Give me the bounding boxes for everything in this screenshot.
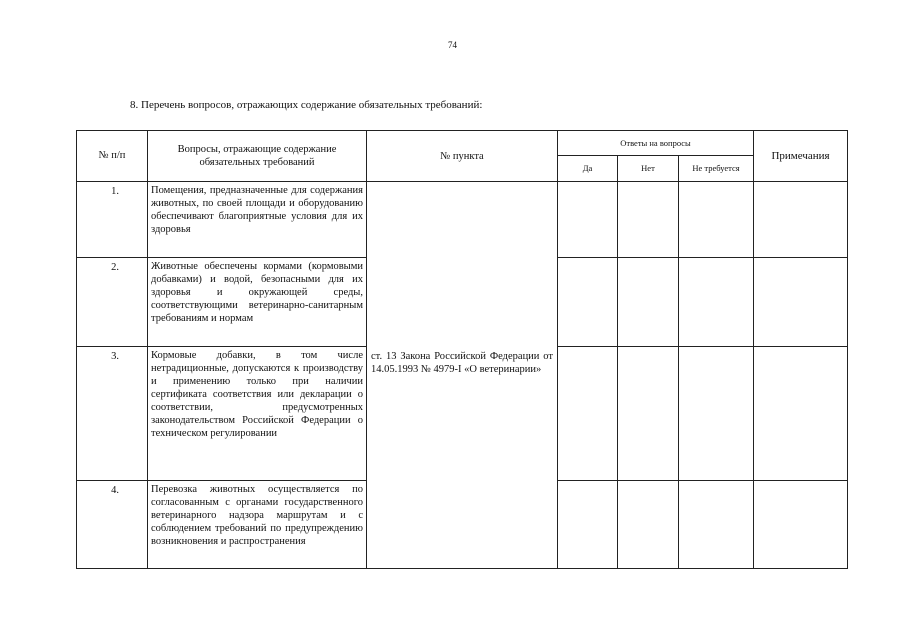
answer-no-cell[interactable]: [618, 347, 679, 481]
header-clause: № пункта: [367, 131, 558, 182]
header-yes: Да: [558, 156, 618, 182]
notes-cell[interactable]: [754, 481, 848, 569]
row-number: 3.: [77, 347, 148, 481]
answer-not-required-cell[interactable]: [679, 182, 754, 258]
header-row-1: [77, 131, 848, 156]
header-not-required: Не требуется: [679, 156, 754, 182]
requirements-checklist-table: [76, 130, 848, 569]
header-notes: Примечания: [754, 131, 848, 182]
row-question: Кормовые добавки, в том числе нетрадиционные, допускаются к производству и применению только при наличии сертификата соответствия или декларации о соответствии, предусмотренных законодательством Российской Федерации о техническом регулировании: [148, 347, 367, 481]
answer-yes-cell[interactable]: [558, 258, 618, 347]
header-question: Вопросы, отражающие содержание обязательных требований: [148, 131, 367, 182]
header-answers: Ответы на вопросы: [558, 131, 754, 156]
answer-no-cell[interactable]: [618, 182, 679, 258]
answer-no-cell[interactable]: [618, 481, 679, 569]
page-number: 74: [448, 40, 457, 50]
row-question: Перевозка животных осуществляется по согласованным с органами государственного ветеринарного надзора маршрутам и с соблюдением требований по предупреждению возникновения и распространения: [148, 481, 367, 569]
table-row: [77, 182, 848, 258]
section-heading: 8. Перечень вопросов, отражающих содержание обязательных требований:: [130, 99, 483, 111]
answer-not-required-cell[interactable]: [679, 481, 754, 569]
clause-text: ст. 13 Закона Российской Федерации от 14.05.1993 № 4979-I «О ветеринарии»: [371, 351, 553, 375]
header-num: № п/п: [77, 131, 148, 182]
answer-yes-cell[interactable]: [558, 182, 618, 258]
answer-not-required-cell[interactable]: [679, 258, 754, 347]
clause-cell: [367, 182, 558, 569]
row-question: Животные обеспечены кормами (кормовыми добавками) и водой, безопасными для их здоровья и окружающей среды, соответствующими ветеринарно-санитарным требованиям и нормам: [148, 258, 367, 347]
row-number: 1.: [77, 182, 148, 258]
answer-yes-cell[interactable]: [558, 347, 618, 481]
row-number: 4.: [77, 481, 148, 569]
notes-cell[interactable]: [754, 258, 848, 347]
notes-cell[interactable]: [754, 182, 848, 258]
row-number: 2.: [77, 258, 148, 347]
notes-cell[interactable]: [754, 347, 848, 481]
header-no: Нет: [618, 156, 679, 182]
row-question: Помещения, предназначенные для содержания животных, по своей площади и оборудованию обеспечивают благоприятные условия для их здоровья: [148, 182, 367, 258]
answer-yes-cell[interactable]: [558, 481, 618, 569]
answer-not-required-cell[interactable]: [679, 347, 754, 481]
answer-no-cell[interactable]: [618, 258, 679, 347]
